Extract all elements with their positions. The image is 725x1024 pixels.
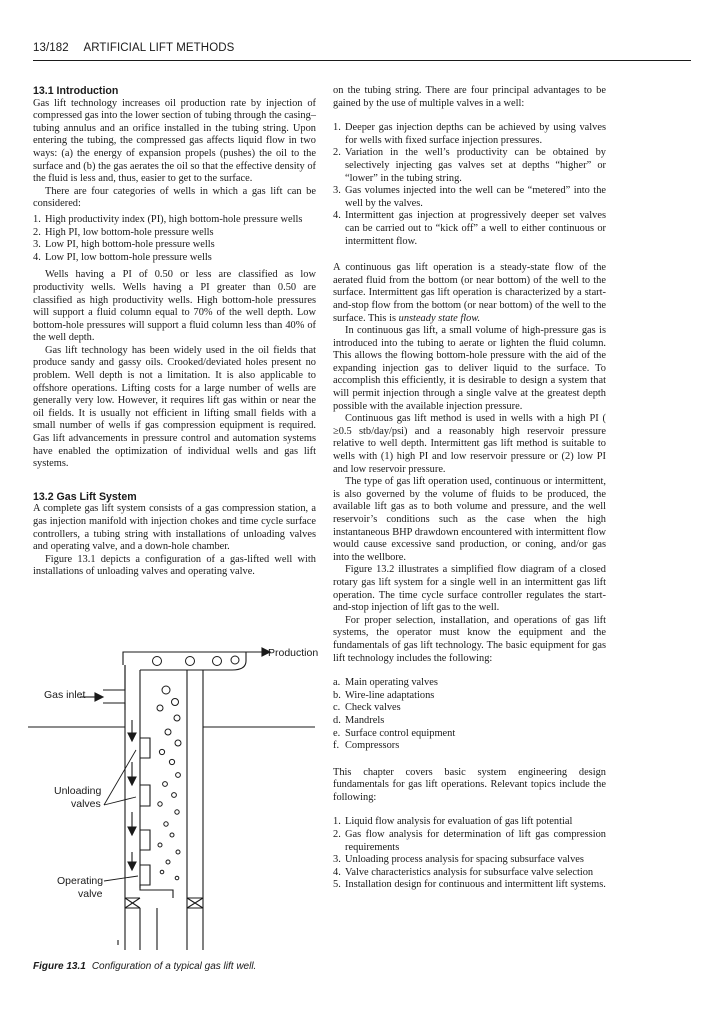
list-text: Liquid flow analysis for evaluation of gas lift potential (345, 816, 573, 828)
list-text: Main operating valves (345, 677, 438, 689)
list-marker: d. (333, 714, 341, 726)
paragraph: There are four categories of wells in which a gas lift can be considered: (33, 185, 316, 210)
label-operating: Operating (57, 875, 104, 887)
list-item (33, 239, 316, 252)
list-item (333, 147, 606, 185)
list-text: Intermittent gas injection at progressively deeper set valves can be carried out to “kick off” a well to either continuous or intermittent flow. (345, 210, 606, 247)
topics-list (333, 816, 606, 892)
list-item (333, 702, 606, 715)
list-item (333, 677, 606, 690)
list-marker: 3. (333, 854, 341, 866)
paragraph: A continuous gas lift operation is a steady-state flow of the aerated fluid from the bottom (or near bottom) of the well to the surface. Intermittent gas lift operation is characterized by a start-and-stop flow from the bottom (or near bottom) of the well to the surface. This is unsteady state flow. (333, 262, 606, 324)
label-production: Production (268, 647, 319, 659)
label-gas-inlet: Gas inlet (44, 689, 86, 701)
list-item (333, 210, 606, 248)
down-arrow-icon (128, 733, 136, 741)
list-marker: 2. (33, 226, 41, 238)
page-number: 13/182 (33, 42, 69, 54)
paragraph: In continuous gas lift, a small volume of high-pressure gas is introduced into the tubing to aerate or lighten the fluid column. This allows the flowing bottom-hole pressure with the aid of the expanding injection gas to deliver liquid to the surface. To accomplish this efficiently, it is desirable to design a system that will permit injection through a single valve at the greatest depth possible with the available injection pressure. (333, 325, 606, 412)
list-item (333, 816, 606, 829)
list-item (333, 740, 606, 753)
label-unloading: Unloading (54, 785, 102, 797)
list-item (333, 728, 606, 741)
gas-bubbles (153, 656, 240, 880)
list-text: Low PI, low bottom-hole pressure wells (45, 251, 212, 263)
section-heading-gas-lift-system: 13.2 Gas Lift System (33, 490, 137, 503)
list-marker: f. (333, 740, 340, 752)
list-item (333, 867, 606, 880)
list-text: Wire-line adaptations (345, 689, 435, 701)
label-unloading-valves: valves (71, 798, 101, 810)
packer-lines (125, 898, 203, 908)
list-marker: 3. (333, 185, 341, 197)
paragraph: Wells having a PI of 0.50 or less are classified as low productivity wells. Wells having a PI greater than 0.50 are classified as high productivity wells. High bottom-hole pressures will support a fluid column equal to 70% of the well depth. Low bottom-hole pressures will support a fluid column less than 40% of the well depth. (33, 269, 316, 344)
running-title: ARTIFICIAL LIFT METHODS (83, 42, 235, 54)
caption-text: Configuration of a typical gas lift well. (91, 961, 257, 972)
list-text: Deeper gas injection depths can be achieved by using valves for wells with fixed surface injection pressures. (345, 122, 606, 146)
left-column (33, 85, 316, 579)
gas-inlet-arrow-icon (95, 693, 103, 701)
caption-number: Figure 13.1 (33, 961, 86, 972)
paragraph: Gas lift technology has been widely used in the oil fields that produce sandy and gassy oils. Crooked/deviated holes present no problem. Well depth is not a limitation. It is also applicable to offshore operations. Lifting costs for a large number of wells are generally very low. However, it requires lift gas within or near the oil fields. It is usually not efficient in lifting small fields with a small number of wells if gas compression equipment is required. Gas lift advancements in pressure control and automation systems have enabled the optimization of individual wells and gas lift systems. (33, 344, 316, 470)
list-item (33, 214, 316, 227)
mandrel (140, 785, 150, 806)
down-arrow-icon (128, 777, 136, 785)
list-marker: 2. (333, 147, 341, 159)
list-marker: b. (333, 689, 341, 701)
gas-inlet-line-bottom (103, 703, 125, 710)
list-text: Unloading process analysis for spacing subsurface valves (345, 854, 584, 866)
list-text: Gas flow analysis for determination of lift gas compression requirements (345, 829, 606, 853)
advantages-list (333, 122, 606, 248)
tubing-bottom (140, 908, 157, 950)
operating-valve-body (140, 865, 173, 898)
paragraph: on the tubing string. There are four principal advantages to be gained by the use of multiple valves in a well: (333, 85, 606, 109)
list-marker: 1. (333, 816, 341, 828)
list-marker: 2. (333, 829, 341, 841)
list-marker: 1. (333, 122, 341, 134)
label-operating-valve: valve (78, 888, 103, 900)
mandrel (140, 738, 150, 758)
running-header (33, 42, 234, 54)
list-marker: 5. (333, 879, 341, 891)
operating-valve-leader (104, 876, 138, 881)
packer-cross (125, 898, 203, 908)
gas-lift-well-diagram (0, 640, 330, 958)
paragraph: Gas lift technology increases oil production rate by injection of compressed gas into the lower section of tubing through the casing–tubing annulus and an orifice installed in the tubing string. Upon entering the tubing, the compressed gas affects liquid flow in two ways: (a) the energy of expansion propels (pushes) the oil to the surface and (b) the gas aerates the oil so that the effective density of the fluid is less and, thus, easier to get to the surface. (33, 97, 316, 185)
list-item (33, 227, 316, 240)
paragraph: Continuous gas lift method is used in wells with a high PI ( ≥0.5 stb/day/psi) and a reasonably high reservoir pressure relative to well depth. Intermittent gas lift method is suitable to wells with (1) high PI and low reservoir pressure or (2) low PI and low reservoir pressure. (333, 413, 606, 475)
list-item (333, 715, 606, 728)
list-item (333, 854, 606, 867)
list-text: High productivity index (PI), high bottom-hole pressure wells (45, 213, 303, 225)
list-marker: 4. (333, 210, 341, 222)
list-text: High PI, low bottom-hole pressure wells (45, 226, 214, 238)
production-line-top (123, 652, 245, 665)
paragraph: This chapter covers basic system engineering design fundamentals for gas lift operations. Relevant topics include the following: (333, 766, 606, 803)
figure-caption (33, 961, 256, 972)
section-heading-introduction: 13.1 Introduction (33, 85, 119, 97)
list-item (333, 185, 606, 210)
list-marker: 4. (333, 866, 341, 878)
mandrel (140, 830, 150, 850)
list-text: Installation design for continuous and intermittent lift systems. (345, 879, 606, 891)
list-text: Compressors (345, 740, 400, 752)
list-text: Variation in the well’s productivity can be obtained by selectively injecting gas valves set at depths “higher” or “lower” in the tubing string. (345, 147, 606, 184)
list-item (333, 122, 606, 147)
list-marker: e. (333, 727, 341, 739)
list-text: Low PI, high bottom-hole pressure wells (45, 239, 215, 251)
list-marker: c. (333, 702, 341, 714)
category-list (33, 214, 316, 264)
list-text: Surface control equipment (345, 727, 456, 739)
list-item (333, 690, 606, 703)
equipment-list (333, 677, 606, 753)
list-marker: 4. (33, 251, 41, 263)
paragraph: Figure 13.1 depicts a configuration of a gas-lifted well with installations of unloading valves and operating valve. (33, 553, 316, 578)
list-text: Check valves (345, 702, 401, 714)
paragraph: For proper selection, installation, and operations of gas lift systems, the operator must know the equipment and the fundamentals of gas lift technology. The basic equipment for gas lift technology includes the following: (333, 614, 606, 664)
right-column (333, 85, 606, 897)
header-rule (33, 60, 691, 61)
list-item (333, 879, 606, 892)
list-item (333, 829, 606, 854)
paragraph: A complete gas lift system consists of a gas compression station, a gas injection manifold with injection chokes and time cycle surface controllers, a tubing string with installations of unloading valves and operating valve, and a down-hole chamber. (33, 503, 316, 553)
list-text: Mandrels (345, 714, 385, 726)
paragraph: Figure 13.2 illustrates a simplified flow diagram of a closed rotary gas lift system for a single well in an intermittent gas lift operation. The time cycle surface controller regulates the start-and-stop injection of lift gas to the well. (333, 564, 606, 614)
list-marker: 1. (33, 213, 41, 225)
down-arrow-icon (128, 862, 136, 870)
paragraph: The type of gas lift operation used, continuous or intermittent, is also governed by the volume of fluids to be produced, the available lift gas as to both volume and pressure, and the well reservoir’s conditions such as the case when the high instantaneous BHP drawdown encountered with intermittent flow would cause excessive sand production, or coning, and/or gas into the wellbore. (333, 476, 606, 563)
list-text: Gas volumes injected into the well can be “metered” into the well by the valves. (345, 185, 606, 209)
list-marker: a. (333, 677, 341, 689)
list-item (33, 252, 316, 265)
down-arrow-icon (128, 827, 136, 835)
gas-inlet-line-top (103, 665, 125, 690)
list-marker: 3. (33, 239, 41, 251)
list-text: Valve characteristics analysis for subsurface valve selection (345, 866, 594, 878)
